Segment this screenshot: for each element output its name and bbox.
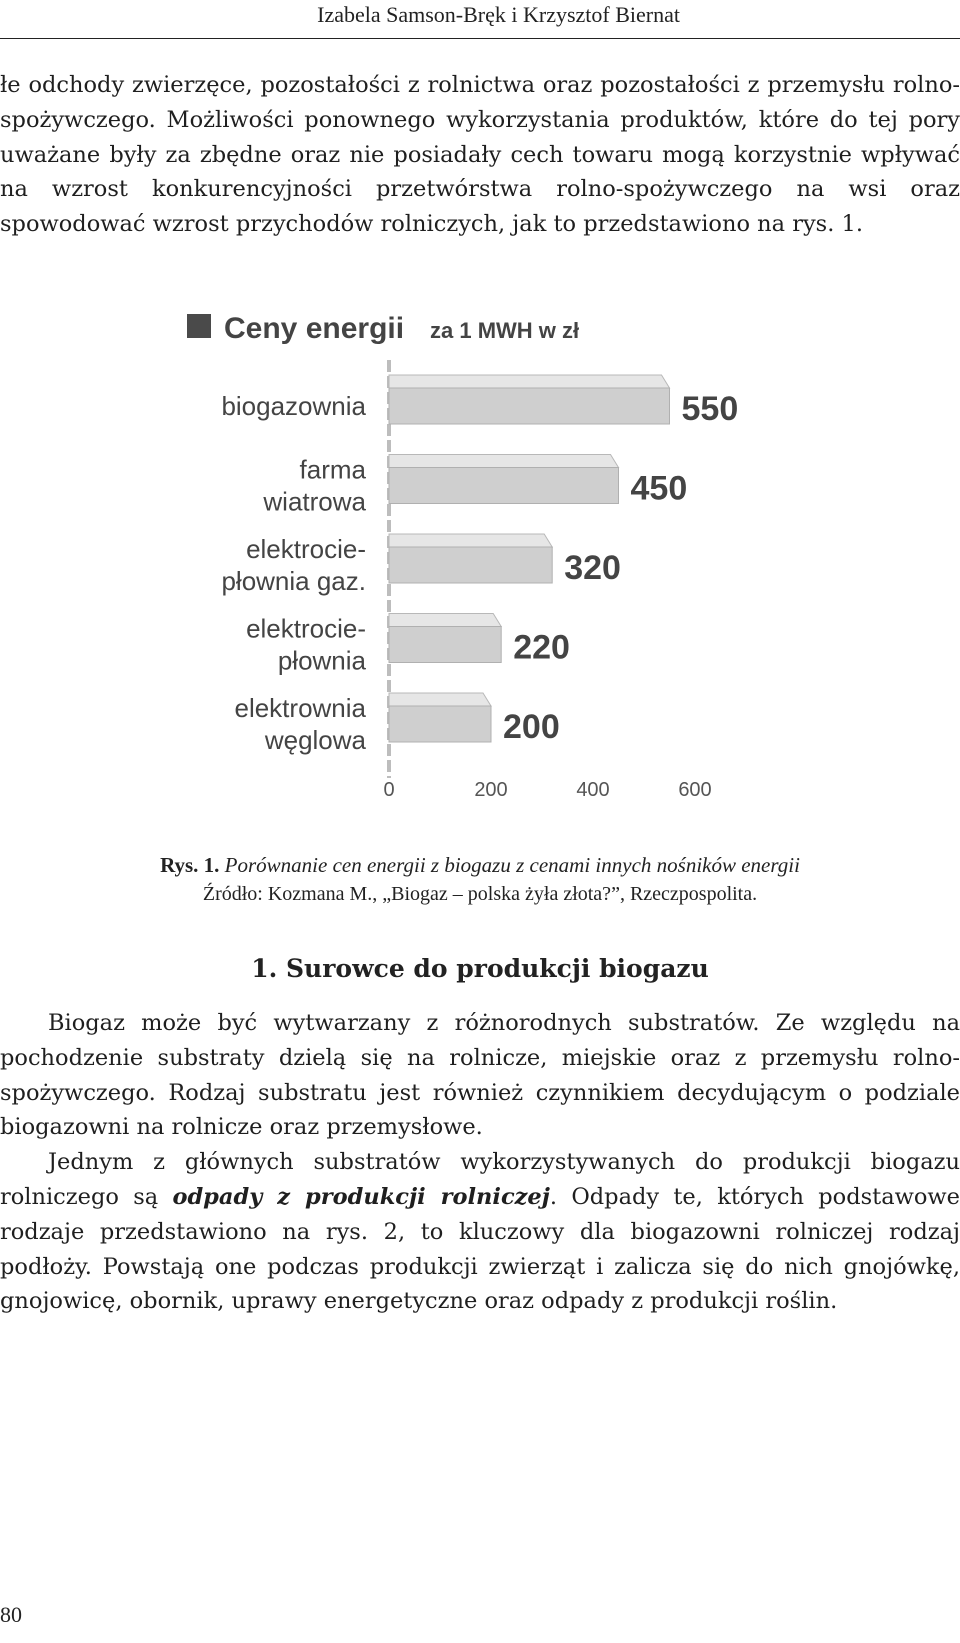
- legend-swatch: [187, 314, 211, 338]
- category-label: elektrownia: [234, 693, 366, 723]
- bar-value-label: 220: [513, 628, 570, 667]
- category-label: farma: [299, 454, 366, 485]
- category-label: wiatrowa: [263, 486, 366, 517]
- bar: [389, 468, 619, 504]
- chart-subtitle: za 1 MWH w zł: [430, 318, 580, 343]
- bar-value-label: 320: [564, 549, 621, 587]
- category-label: biogazownia: [221, 391, 366, 421]
- bar: [389, 627, 501, 663]
- running-head: [0, 0, 960, 40]
- x-tick-label: 200: [474, 779, 508, 801]
- caption-text: Porównanie cen energii z biogazu z cenami innych nośników energii: [224, 853, 800, 877]
- paragraph-text-part: . Odpady te, których podstawowe rodzaje przedstawiono na rys. 2, to kluczowy dla biogazowni rolniczej rodzaj podłoży. Powstają one podczas produkcji zwierząt i zalicza się do nich gnojówkę, gnojowicę, obornik, uprawy energetyczne oraz odpady z produkcji roślin.: [0, 1183, 960, 1315]
- chart-svg: [180, 300, 770, 845]
- bar-value-label: 450: [630, 469, 688, 508]
- body-paragraph-1: [0, 68, 960, 242]
- category-label: płownia: [277, 645, 366, 676]
- caption-label: Rys. 1.: [160, 853, 220, 877]
- caption-source: Źródło: Kozmana M., „Biogaz – polska żyła złota?”, Rzeczpospolita.: [202, 883, 758, 905]
- paragraph-text-rich: [0, 1145, 960, 1319]
- emphasized-term: odpady z produkcji rolniczej: [172, 1183, 550, 1210]
- bar-top-face: [389, 614, 501, 627]
- paragraph-text-part: Jednym z głównych substratów wykorzystywanych do produkcji biogazu rolniczego są: [0, 1149, 960, 1210]
- body-paragraph-2: [0, 1006, 960, 1319]
- chart-title: Ceny energii: [224, 312, 405, 345]
- page-number: 80: [0, 1602, 22, 1627]
- bar: [389, 388, 670, 424]
- x-tick-label: 400: [576, 779, 610, 801]
- bar-value-label: 200: [503, 708, 560, 746]
- x-tick-label: 0: [383, 779, 395, 801]
- energy-price-chart: [180, 300, 770, 845]
- section-heading: 1. Surowce do produkcji biogazu: [251, 954, 709, 983]
- category-label: węglowa: [264, 725, 366, 755]
- bar-top-face: [389, 693, 491, 706]
- bar-top-face: [389, 455, 619, 468]
- bar: [389, 706, 491, 742]
- x-tick-label: 600: [678, 779, 712, 801]
- category-label: elektrocie-: [246, 534, 366, 564]
- bar-top-face: [389, 534, 552, 547]
- bar-value-label: 550: [681, 390, 739, 428]
- paragraph-text: łe odchody zwierzęce, pozostałości z rolnictwa oraz pozostałości z przemysłu rolno-spożywczego. Możliwości ponownego wykorzystania produktów, które do tej pory uważane były za zbędne oraz nie posiadały cech towaru mogą korzystnie wpływać na wzrost konkurencyjności przetwórstwa rolno-spożywczego na wsi oraz spowodować wzrost przychodów rolniczych, jak to przedstawiono na rys. 1.: [0, 72, 960, 238]
- category-label: elektrocie-: [246, 613, 366, 644]
- figure-caption: [0, 853, 960, 906]
- running-head-author: Izabela Samson-Bręk i Krzysztof Biernat: [317, 2, 680, 27]
- paragraph-text: Biogaz może być wytwarzany z różnorodnych substratów. Ze względu na pochodzenie substraty dzielą się na rolnicze, miejskie oraz z przemysłu rolno-spożywczego. Rodzaj substratu jest również czynnikiem decydującym o podziale biogazowni na rolnicze oraz przemysłowe.: [0, 1010, 960, 1141]
- bar-top-face: [389, 375, 670, 388]
- header-rule: [0, 38, 960, 39]
- category-label: płownia gaz.: [221, 566, 366, 596]
- bar: [389, 547, 552, 583]
